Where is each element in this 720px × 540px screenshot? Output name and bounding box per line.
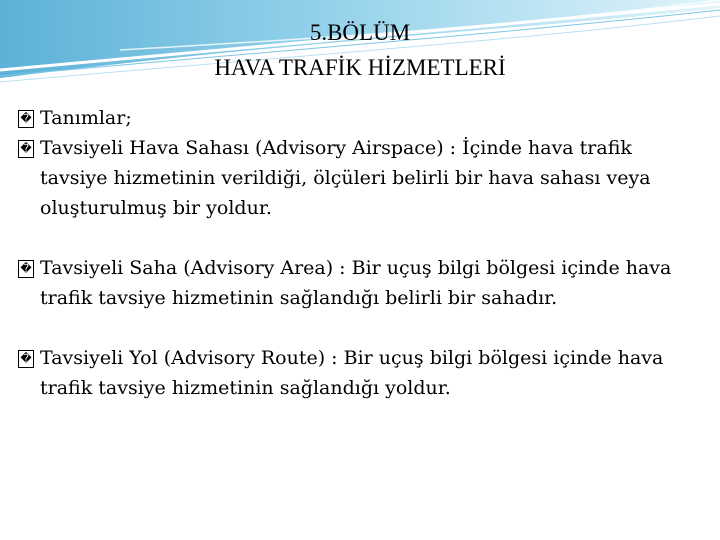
bullet-term: Tavsiyeli Saha (Advisory Area) : [40,257,346,279]
bullet-item [18,103,698,133]
bullet-marker-icon: � [18,350,34,368]
bullet-term: Tanımlar; [40,107,132,129]
bullet-marker-icon: � [18,260,34,278]
bullet-text: Bir uçuş bilgi bölgesi içinde hava trafik tavsiye hizmetinin sağlandığı belirli bir sahadır. [40,257,672,309]
bullet-marker-icon: � [18,110,34,128]
bullet-text: Bir uçuş bilgi bölgesi içinde hava trafik tavsiye hizmetinin sağlandığı yoldur. [40,347,664,399]
bullet-term: Tavsiyeli Hava Sahası (Advisory Airspace) : [40,137,457,159]
bullet-item [18,253,698,313]
bullet-list [18,103,698,403]
slide-title-line2: HAVA TRAFİK HİZMETLERİ [214,55,506,80]
bullet-item [18,133,698,223]
bullet-text: İçinde hava trafik tavsiye hizmetinin verildiği, ölçüleri belirli bir hava sahası veya oluşturulmuş bir yoldur. [40,137,651,219]
bullet-item [18,343,698,403]
bullet-term: Tavsiyeli Yol (Advisory Route) : [40,347,338,369]
bullet-marker-icon: � [18,140,34,158]
slide-title-line1: 5.BÖLÜM [309,20,411,45]
